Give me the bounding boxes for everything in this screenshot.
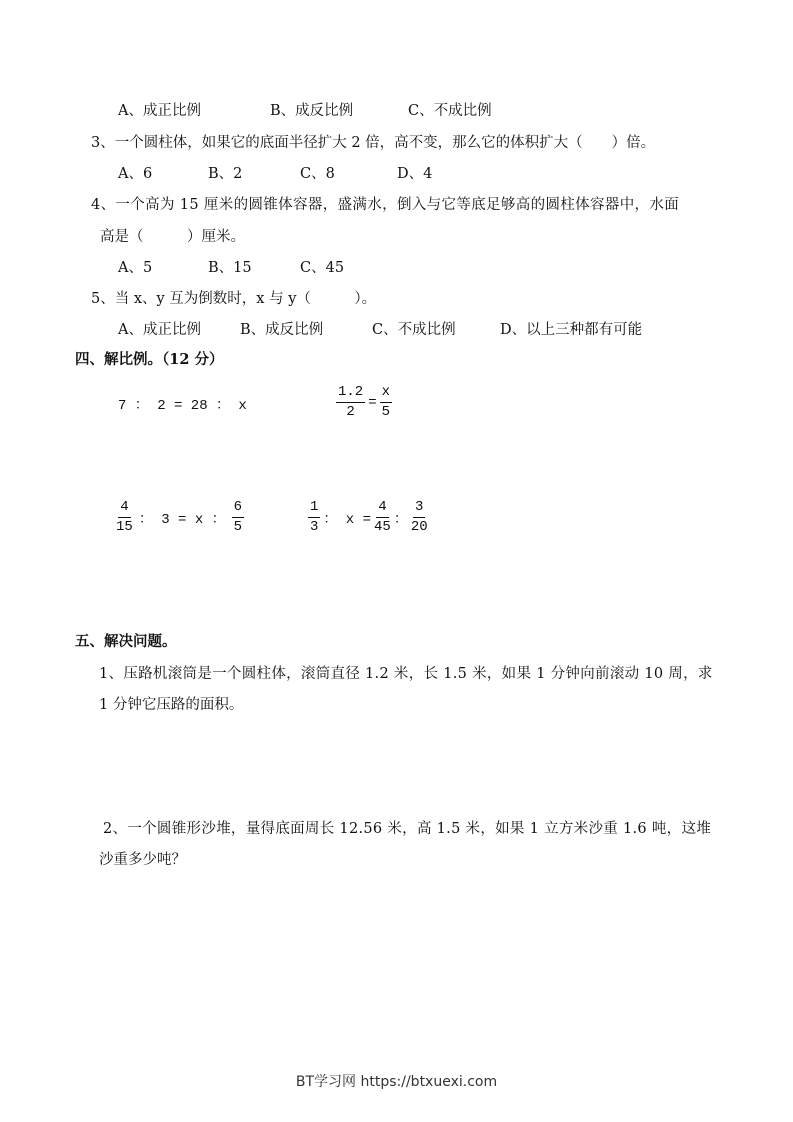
section-4-heading: [75, 351, 223, 369]
equation-middle: ： x =: [323, 511, 372, 528]
q3-option-d: D、4: [397, 166, 433, 182]
equation-2: [336, 385, 392, 420]
question-4-line1: 4、一个高为 15 厘米的圆锥体容器，盛满水，倒入与它等底足够高的圆柱体容器中，水面: [91, 197, 680, 213]
q4-option-c: C、45: [300, 260, 345, 276]
denominator: 5: [233, 519, 243, 535]
problem-1-line2: 1 分钟它压路的面积。: [99, 697, 244, 713]
section-4-title: 四、解比例。: [75, 351, 162, 368]
q3-option-a: A、6: [118, 166, 153, 182]
equation-3: [116, 500, 244, 535]
section-5-title: 五、解决问题。: [75, 633, 177, 650]
numerator: 4: [118, 500, 130, 518]
q5-option-b: B、成反比例: [240, 322, 324, 338]
problem-2-line2: 沙重多少吨？: [99, 852, 186, 868]
numerator: 6: [232, 500, 244, 518]
numerator: 3: [413, 500, 425, 518]
equation-middle: ： 3 = x ：: [138, 511, 226, 528]
denominator: 20: [410, 519, 428, 535]
q3-option-b: B、2: [208, 166, 243, 182]
q2-option-a: A、成正比例: [118, 103, 201, 119]
problem-1-line1: 1、压路机滚筒是一个圆柱体，滚筒直径 1.2 米，长 1.5 米，如果 1 分钟向前滚动 10 周，求: [99, 666, 713, 682]
equation-4: [308, 500, 428, 535]
denominator: 5: [381, 404, 391, 420]
q3-option-c: C、8: [300, 166, 335, 182]
numerator: 4: [376, 500, 388, 518]
q2-option-c: C、不成比例: [408, 103, 492, 119]
denominator: 15: [116, 519, 133, 535]
q2-option-b: B、成反比例: [270, 103, 354, 119]
q4-option-a: A、5: [118, 260, 153, 276]
question-5: 5、当 x、y 互为倒数时，x 与 y（ ）。: [91, 291, 377, 307]
q4-option-b: B、15: [208, 260, 252, 276]
q5-option-d: D、以上三种都有可能: [500, 322, 643, 338]
equals-sign: =: [368, 394, 377, 411]
equation-1: 7 ： 2 = 28 ： x: [118, 398, 247, 414]
question-3: 3、一个圆柱体，如果它的底面半径扩大 2 倍，高不变，那么它的体积扩大（ ）倍。: [91, 135, 656, 151]
question-4-line2: 高是（ ）厘米。: [100, 229, 245, 245]
denominator: 45: [374, 519, 391, 535]
q5-option-a: A、成正比例: [118, 322, 201, 338]
denominator: 3: [310, 519, 319, 535]
denominator: 2: [346, 404, 355, 420]
ratio-colon: ：: [393, 511, 408, 528]
numerator: x: [380, 385, 392, 403]
problem-2-line1: 2、一个圆锥形沙堆，量得底面周长 12.56 米，高 1.5 米，如果 1 立方米沙重 1.6 吨，这堆: [103, 821, 712, 837]
section-4-score: （12 分）: [162, 351, 224, 368]
numerator: 1: [308, 500, 320, 518]
footer-watermark: BT学习网 https://btxuexi.com: [295, 1074, 498, 1090]
q5-option-c: C、不成比例: [372, 322, 456, 338]
numerator: 1.2: [336, 385, 365, 403]
